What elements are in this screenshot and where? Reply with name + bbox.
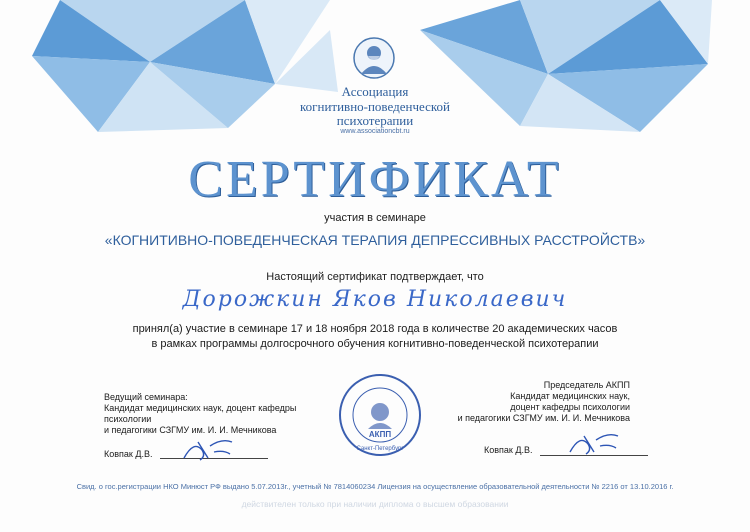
chairman-role: Председатель АКПП bbox=[543, 380, 630, 390]
association-stamp-icon bbox=[338, 373, 422, 457]
chairman-signature-icon bbox=[566, 430, 622, 458]
leader-title-line3: и педагогики СЗГМУ им. И. И. Мечникова bbox=[104, 425, 277, 435]
association-name-line3: психотерапии bbox=[336, 113, 414, 128]
recipient-name: Дорожкин Яков Николаевич bbox=[182, 287, 568, 312]
stamp-center-text: АКПП bbox=[368, 430, 392, 439]
registration-footer: Свид. о гос.регистрации НКО Минюст РФ выдано 5.07.2013г., учетный № 7814060234 Лицензия на осуществление образовательной деятельности № 2216 от 13.10.2016 г. bbox=[76, 482, 674, 491]
chairman-title-line2: доцент кафедры психологии bbox=[510, 402, 630, 412]
stamp-bottom-text: Санкт-Петербург bbox=[356, 446, 404, 452]
leader-role: Ведущий семинара: bbox=[104, 392, 188, 402]
association-website: www.associationcbt.ru bbox=[340, 128, 410, 135]
validity-note: действителен только при наличии диплома о высшем образовании bbox=[241, 499, 509, 509]
participation-text-line2: в рамках программы долгосрочного обучения когнитивно-поведенческой психотерапии bbox=[151, 338, 599, 350]
leader-title-line2: психологии bbox=[104, 414, 152, 424]
chairman-block bbox=[458, 380, 630, 424]
confirmation-text: Настоящий сертификат подтверждает, что bbox=[266, 271, 484, 283]
course-title: «КОГНИТИВНО-ПОВЕДЕНЧЕСКАЯ ТЕРАПИЯ ДЕПРЕССИВНЫХ РАССТРОЙСТВ» bbox=[104, 232, 646, 248]
certificate-title: СЕРТИФИКАТ bbox=[188, 151, 562, 208]
leader-signature-name: Ковпак Д.В. bbox=[104, 449, 153, 459]
leader-title-line1: Кандидат медицинских наук, доцент кафедры bbox=[104, 403, 297, 413]
seminar-leader-block bbox=[104, 392, 296, 436]
leader-signature-icon bbox=[180, 436, 236, 464]
association-logo-icon bbox=[352, 36, 396, 80]
chairman-title-line1: Кандидат медицинских наук, bbox=[510, 391, 630, 401]
association-name-line1: Ассоциация bbox=[341, 84, 409, 99]
certificate-subtitle: участия в семинаре bbox=[324, 212, 426, 224]
chairman-title-line3: и педагогики СЗГМУ им. И. И. Мечникова bbox=[457, 413, 630, 423]
participation-text-line1: принял(а) участие в семинаре 17 и 18 ноября 2018 года в количестве 20 академических часов bbox=[132, 323, 618, 335]
association-name-line2: когнитивно-поведенческой bbox=[300, 99, 450, 114]
chairman-signature-name: Ковпак Д.В. bbox=[484, 445, 533, 455]
